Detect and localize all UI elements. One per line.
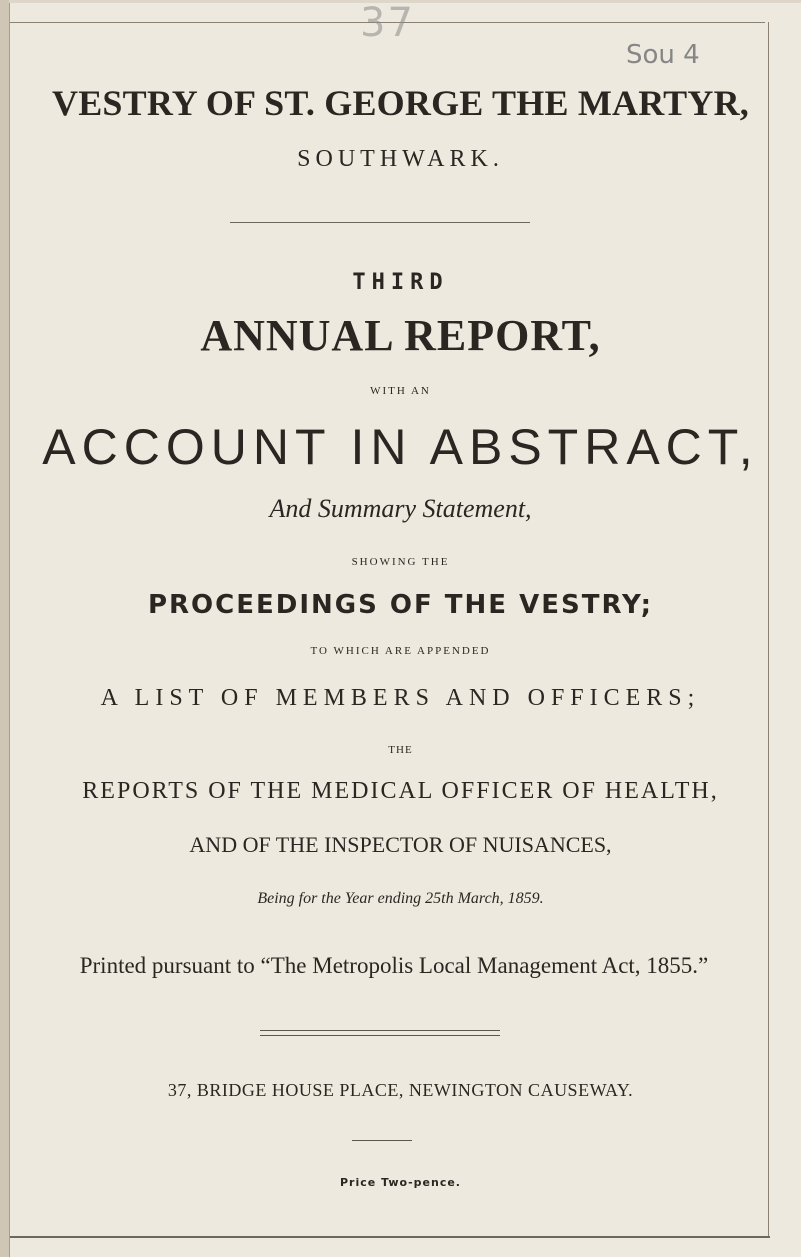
double-rule-bottom [260, 1035, 500, 1036]
with-an-text: WITH AN [370, 385, 431, 397]
printed-pursuant-text: Printed pursuant to “The Metropolis Local Management Act, 1855.” [79, 953, 709, 978]
title-vestry: VESTRY OF ST. GEORGE THE MARTYR, [52, 83, 749, 123]
page-left-edge [0, 0, 10, 1257]
short-rule [352, 1140, 412, 1141]
frame-bottom-rule [10, 1236, 770, 1238]
price-text: Price Two-pence. [340, 1176, 461, 1189]
medical-reports-heading: REPORTS OF THE MEDICAL OFFICER OF HEALTH, [82, 778, 719, 804]
title-southwark: SOUTHWARK. [297, 146, 504, 172]
handwritten-reference: Sou 4 [626, 40, 700, 70]
ordinal-heading: THIRD [352, 270, 449, 295]
appended-text: TO WHICH ARE APPENDED [310, 645, 491, 657]
account-heading: ACCOUNT IN ABSTRACT, [42, 419, 759, 475]
showing-the-text: SHOWING THE [351, 556, 450, 568]
proceedings-heading: PROCEEDINGS OF THE VESTRY; [147, 590, 654, 620]
the-text: THE [388, 744, 413, 756]
title-rule [230, 222, 530, 223]
double-rule-top [260, 1030, 500, 1031]
members-list-heading: A LIST OF MEMBERS AND OFFICERS; [100, 685, 701, 711]
year-text: Being for the Year ending 25th March, 1859. [257, 890, 544, 907]
inspector-reports-heading: AND OF THE INSPECTOR OF NUISANCES, [189, 832, 612, 857]
frame-right-rule [768, 22, 769, 1237]
address-text: 37, BRIDGE HOUSE PLACE, NEWINGTON CAUSEWAY. [167, 1080, 634, 1100]
annual-report-heading: ANNUAL REPORT, [200, 311, 601, 360]
summary-statement-text: And Summary Statement, [269, 494, 532, 523]
handwritten-number: 37 [360, 0, 415, 46]
